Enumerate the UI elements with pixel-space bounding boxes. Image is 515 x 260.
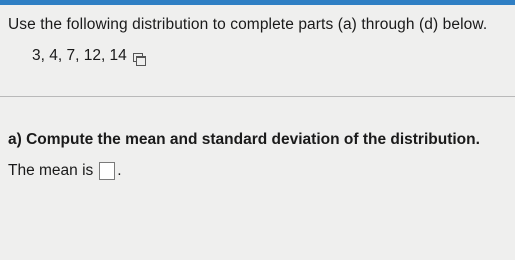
distribution-row <box>32 47 146 65</box>
part-a-question: a) Compute the mean and standard deviation of the distribution. <box>8 131 480 148</box>
mean-answer-row <box>8 162 122 180</box>
problem-instructions: Use the following distribution to complete parts (a) through (d) below. <box>8 16 488 33</box>
copy-data-icon[interactable] <box>133 53 146 64</box>
top-accent-bar <box>0 0 515 5</box>
answer-period: . <box>117 162 122 179</box>
mean-label: The mean is <box>8 162 94 179</box>
section-divider <box>0 96 515 97</box>
mean-answer-input[interactable] <box>99 162 115 180</box>
distribution-values: 3, 4, 7, 12, 14 <box>32 47 127 64</box>
